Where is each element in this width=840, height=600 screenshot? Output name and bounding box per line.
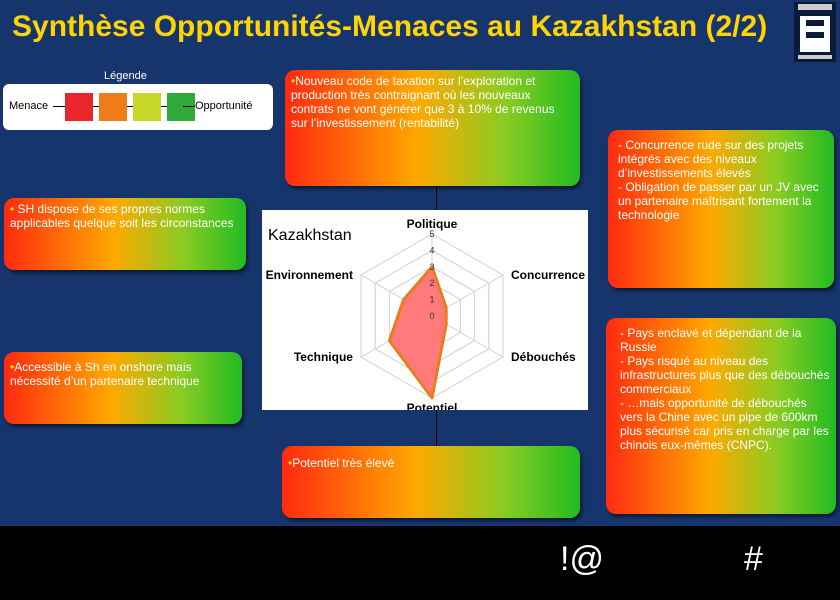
company-logo — [794, 2, 836, 62]
radar-category-label: Politique — [406, 217, 458, 231]
legend-swatch-green — [167, 93, 195, 121]
legend-arrow — [183, 106, 195, 107]
radar-chart-title: Kazakhstan — [268, 227, 352, 244]
radar-category-label: Concurrence — [511, 268, 586, 282]
footer-right-text: # — [744, 540, 763, 578]
box-concurrence-text-2: - Obligation de passer par un JV avec un partenaire maîtrisant fortement la technologie — [618, 180, 819, 222]
box-environnement-text: • SH dispose de ses propres normes applicables quelque soit les circonstances — [10, 202, 234, 230]
radar-chart — [262, 210, 588, 410]
radar-category-label: Technique — [293, 350, 353, 364]
box-debouches-text-2: - Pays risqué au niveau des infrastructures plus que des débouchés commerciaux — [620, 354, 830, 396]
legend — [3, 84, 273, 130]
box-concurrence-text-1: - Concurrence rude sur des projets intégrés avec des niveaux d’investissements élevés — [618, 138, 804, 180]
connector-line — [436, 186, 437, 212]
box-debouches-text-3: - …mais opportunité de débouchés vers la Chine avec un pipe de 600km plus sécurisé car pris en charge par les chinois eux-mêmes (CNPC). — [620, 396, 829, 452]
box-potentiel-text: •Potentiel très élevé — [288, 456, 395, 470]
footer-bar — [0, 526, 840, 600]
radar-tick-label: 1 — [429, 294, 435, 305]
box-debouches-text-1: - Pays enclavé et dépendant de la Russie — [620, 326, 802, 354]
box-potentiel — [282, 446, 580, 518]
legend-swatch-orange — [99, 93, 127, 121]
connector-line — [436, 410, 437, 446]
radar-tick-label: 5 — [429, 229, 435, 239]
radar-tick-label: 3 — [429, 261, 435, 272]
legend-arrow — [53, 106, 65, 107]
radar-category-label: Potentiel — [406, 401, 458, 410]
legend-opportunite-label: Opportunité — [195, 100, 253, 112]
box-politique — [285, 70, 580, 186]
radar-category-label: Environnement — [265, 268, 353, 282]
radar-category-label: Débouchés — [511, 350, 576, 364]
page-title: Synthèse Opportunités-Menaces au Kazakhstan (2/2) — [12, 10, 768, 43]
radar-tick-label: 0 — [429, 311, 435, 321]
radar-tick-label: 4 — [429, 245, 435, 256]
box-environnement — [4, 198, 246, 270]
legend-title: Légende — [104, 70, 147, 82]
box-technique-text: •Accessible à Sh en onshore mais nécessité d’un partenaire technique — [10, 360, 200, 388]
radar-tick-label: 2 — [429, 278, 435, 289]
radar-chart-panel — [262, 210, 588, 410]
box-concurrence — [608, 130, 834, 288]
legend-swatch-yellow — [133, 93, 161, 121]
legend-swatch-red — [65, 93, 93, 121]
box-politique-text: •Nouveau code de taxation sur l’exploration et production très contraignant où les nouveaux contrats ne vont générer que 3 à 10% de revenus sur l’investissement (rentabilité) — [291, 74, 555, 130]
box-debouches — [606, 318, 836, 514]
legend-menace-label: Menace — [9, 100, 49, 112]
box-technique — [4, 352, 242, 424]
footer-left-text: !@ — [560, 540, 604, 578]
